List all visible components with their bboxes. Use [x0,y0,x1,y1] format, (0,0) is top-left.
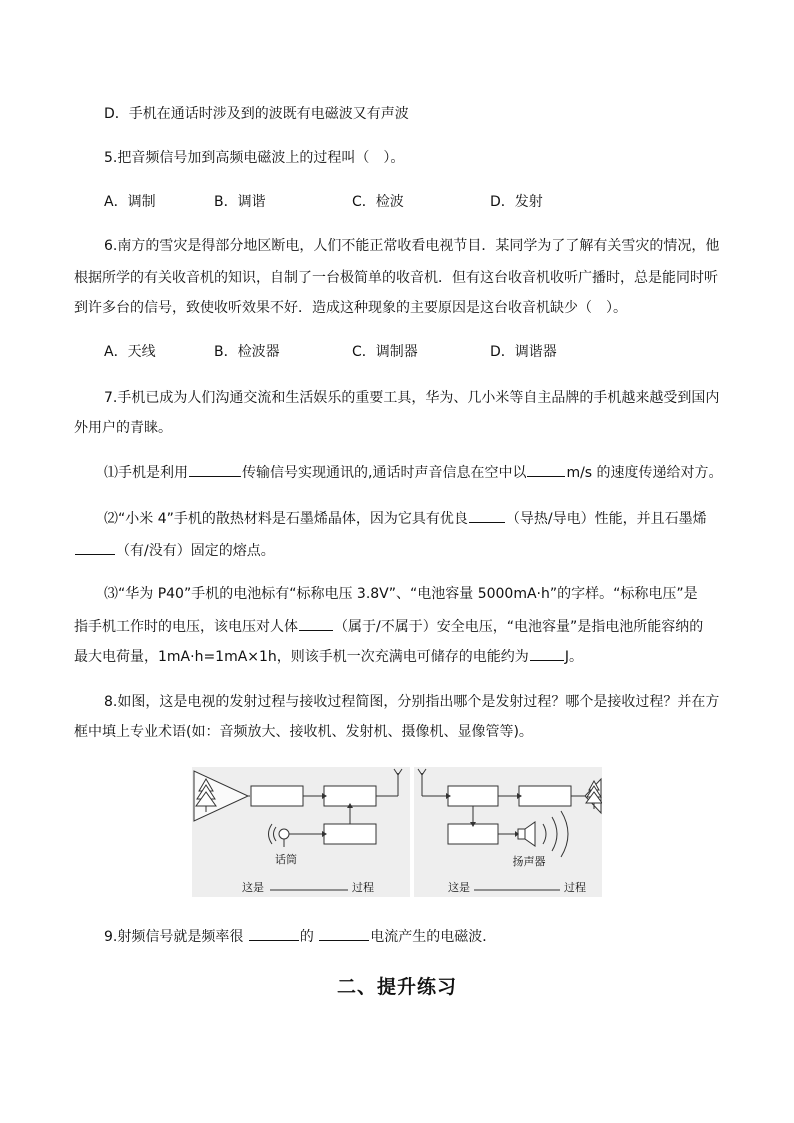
q7-part-3-text-d: J。 [564,649,583,665]
q7-part-3-line-2 [74,616,703,637]
q7-part-3-line-3 [74,646,583,667]
q6-option-c: C．调制器 [352,344,418,360]
diagram-box [251,786,303,806]
q5-option-c: C．检波 [352,194,404,210]
diagram-box [519,786,571,806]
section-heading: 二、提升练习 [336,976,457,998]
q9-line [104,926,496,947]
q6-line-1: 6.南方的雪灾是得部分地区断电，人们不能正常收看电视节目．某同学为了了解有关雪灾的情况，他 [104,238,720,254]
q7-part-3-line-1: ⑶“华为 P40”手机的电池标有“标称电压 3.8V”、“电池容量 5000mA·h”的字样。“标称电压”是 [104,586,698,602]
q6-option-b: B．检波器 [214,344,280,360]
q5-stem: 5.把音频信号加到高频电磁波上的过程叫（ ）。 [104,150,405,166]
answer-blank[interactable] [319,926,369,941]
answer-blank[interactable] [527,462,565,477]
q8-line-2: 框中填上专业术语(如：音频放大、接收机、发射机、摄像机、显像管等)。 [74,724,533,740]
microphone-icon [279,829,289,839]
q8-line-1: 8.如图，这是电视的发射过程与接收过程简图，分别指出哪个是发射过程？哪个是接收过程？并在方 [104,694,720,710]
answer-blank[interactable] [469,508,505,523]
q9-text-a: 9.射频信号就是频率很 [104,929,244,945]
q6-option-d: D．调谐器 [490,344,557,360]
q6-option-a: A．天线 [104,344,156,360]
q7-part-3-text-c: 最大电荷量，1mA·h=1mA×1h，则该手机一次充满电可储存的电能约为 [74,649,529,665]
answer-blank[interactable] [75,540,115,555]
q7-part-2-text-b: （导热/导电）性能，并且石墨烯 [505,511,707,527]
q6-line-3: 到许多台的信号，致使收听效果不好．造成这种现象的主要原因是这台收音机缺少（ ）。 [74,300,627,316]
q6-line-2: 根据所学的有关收音机的知识，自制了一台极简单的收音机．但有这台收音机收听广播时，总是能同时听 [74,270,718,286]
q5-option-a: A．调制 [104,194,156,210]
q7-part-2-line-1 [104,508,707,529]
answer-blank[interactable] [249,926,299,941]
mic-label: 话筒 [275,853,297,866]
transmit-caption-b: 过程 [352,881,374,894]
q9-text-c: 电流产生的电磁波． [370,929,497,945]
transmit-caption-a: 这是 [242,881,264,894]
receive-caption-a: 这是 [448,881,470,894]
q7-part-1-text-b: 传输信号实现通讯的,通话时声音信息在空中以 [242,465,527,481]
speaker-label: 扬声器 [512,855,546,868]
diagram-box [324,824,376,844]
q4-option-d: D．手机在通话时涉及到的波既有电磁波又有声波 [104,106,409,122]
receive-panel [414,767,602,897]
q9-text-b: 的 [299,929,314,945]
q7-part-1 [104,462,723,483]
q7-part-3-text-a: 指手机工作时的电压，该电压对人体 [74,619,298,635]
q7-part-2-line-2 [74,540,275,561]
tv-transmission-diagram [192,767,602,897]
q5-option-b: B．调谐 [214,194,266,210]
diagram-box [448,786,498,806]
answer-blank[interactable] [530,646,564,661]
q7-part-2-text-c: （有/没有）固定的熔点。 [116,543,275,559]
q7-line-2: 外用户的青睐。 [74,420,172,436]
q7-part-2-text-a: ⑵“小米 4”手机的散热材料是石墨烯晶体，因为它具有优良 [104,511,468,527]
q5-option-d: D．发射 [490,194,543,210]
receive-caption-b: 过程 [564,881,586,894]
answer-blank[interactable] [189,462,241,477]
q7-part-3-text-b: （属于/不属于）安全电压，“电池容量”是指电池所能容纳的 [334,619,704,635]
q7-part-1-text-a: ⑴手机是利用 [104,465,188,481]
q7-part-1-text-c: m/s 的速度传递给对方。 [566,465,723,481]
answer-blank[interactable] [299,616,333,631]
speaker-icon [518,829,525,839]
q7-line-1: 7.手机已成为人们沟通交流和生活娱乐的重要工具，华为、几小米等自主品牌的手机越来越受到国内 [104,390,720,406]
